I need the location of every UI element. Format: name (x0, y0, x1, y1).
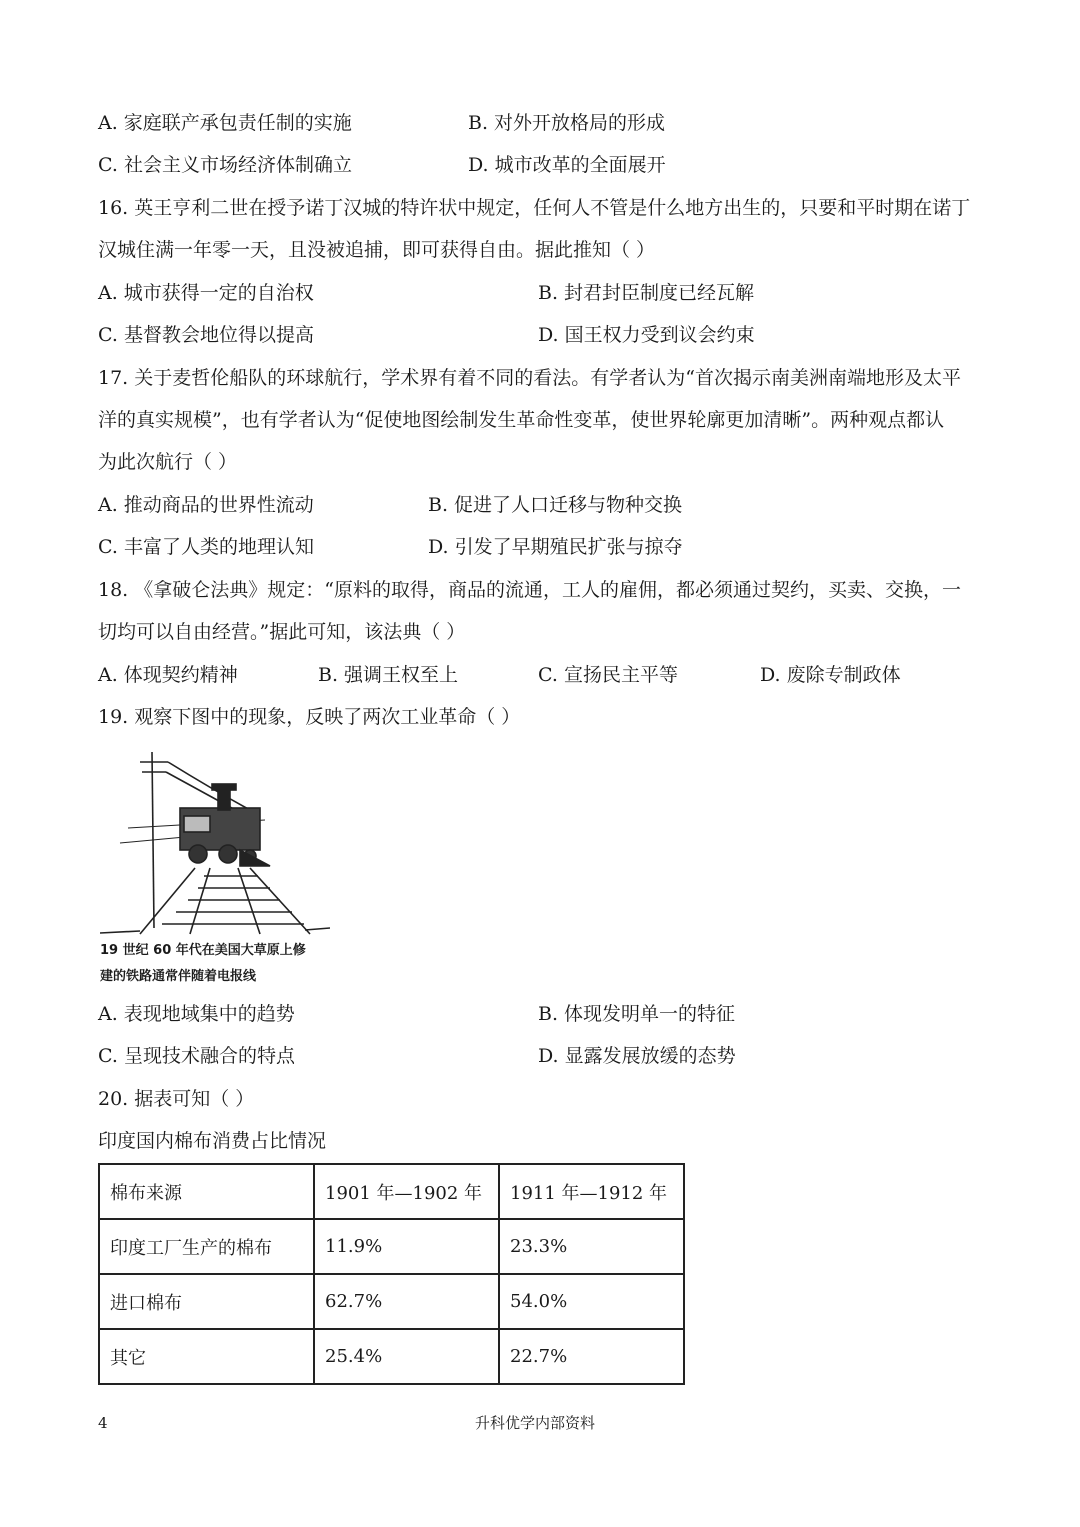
table-cell: 11.9% (314, 1219, 499, 1274)
caption-line-1: 19 世纪 60 年代在美国大草原上修 (100, 943, 306, 958)
q16-option-d: D. 国王权力受到议会约束 (538, 324, 755, 346)
page-number: 4 (98, 1414, 108, 1432)
q19-option-d: D. 显露发展放缓的态势 (538, 1045, 736, 1067)
q15-option-b: B. 对外开放格局的形成 (468, 112, 666, 134)
q16-option-b: B. 封君封臣制度已经瓦解 (538, 282, 755, 304)
table-cell: 其它 (99, 1329, 314, 1384)
q19-option-c: C. 呈现技术融合的特点 (98, 1045, 295, 1067)
table-header-cell: 棉布来源 (99, 1164, 314, 1219)
table-header-cell: 1901 年—1902 年 (314, 1164, 499, 1219)
q16-option-a: A. 城市获得一定的自治权 (98, 282, 314, 304)
q19-option-b: B. 体现发明单一的特征 (538, 1003, 736, 1025)
q17-option-b: B. 促进了人口迁移与物种交换 (428, 494, 683, 516)
q18-stem-line2: 切均可以自由经营。”据此可知，该法典（ ） (98, 621, 466, 643)
q15-option-d: D. 城市改革的全面展开 (468, 154, 666, 176)
table-header-cell: 1911 年—1912 年 (499, 1164, 684, 1219)
q16-option-c: C. 基督教会地位得以提高 (98, 324, 314, 346)
q19-option-a: A. 表现地域集中的趋势 (98, 1003, 295, 1025)
table-cell: 印度工厂生产的棉布 (99, 1219, 314, 1274)
table-cell: 62.7% (314, 1274, 499, 1329)
q18-stem-line1: 18. 《拿破仑法典》规定：“原料的取得，商品的流通，工人的雇佣，都必须通过契约，买卖、交换，一 (98, 579, 961, 601)
caption-line-2: 建的铁路通常伴随着电报线 (100, 969, 257, 984)
q17-option-d: D. 引发了早期殖民扩张与掠夺 (428, 536, 683, 558)
table-row (99, 1219, 684, 1274)
table-title: 印度国内棉布消费占比情况 (98, 1130, 327, 1152)
figure-caption (100, 938, 306, 990)
table-row (99, 1274, 684, 1329)
q19-stem: 19. 观察下图中的现象，反映了两次工业革命（ ） (98, 706, 521, 728)
table-cell: 54.0% (499, 1274, 684, 1329)
q20-stem: 20. 据表可知（ ） (98, 1088, 255, 1110)
table-cell: 25.4% (314, 1329, 499, 1384)
q17-stem-line1: 17. 关于麦哲伦船队的环球航行，学术界有着不同的看法。有学者认为“首次揭示南美洲南端地形及太平 (98, 367, 961, 389)
q17-stem-line2: 洋的真实规模”，也有学者认为“促使地图绘制发生革命性变革，使世界轮廓更加清晰”。两种观点都认 (98, 409, 945, 431)
q15-option-a: A. 家庭联产承包责任制的实施 (98, 112, 352, 134)
q17-option-a: A. 推动商品的世界性流动 (98, 494, 314, 516)
q16-stem-line2: 汉城住满一年零一天，且没被追捕，即可获得自由。据此推知（ ） (98, 239, 656, 261)
q17-option-c: C. 丰富了人类的地理认知 (98, 536, 314, 558)
table-cell: 23.3% (499, 1219, 684, 1274)
q15-option-c: C. 社会主义市场经济体制确立 (98, 154, 352, 176)
q17-stem-line3: 为此次航行（ ） (98, 451, 238, 473)
q18-option-c: C. 宣扬民主平等 (538, 664, 678, 686)
table-header-row (99, 1164, 684, 1219)
table-cell: 22.7% (499, 1329, 684, 1384)
table-cell: 进口棉布 (99, 1274, 314, 1329)
q18-option-b: B. 强调王权至上 (318, 664, 459, 686)
table-row (99, 1329, 684, 1384)
q16-stem-line1: 16. 英王亨利二世在授予诺丁汉城的特许状中规定，任何人不管是什么地方出生的，只要和平时期在诺丁 (98, 197, 971, 219)
q18-option-a: A. 体现契约精神 (98, 664, 238, 686)
footer-watermark: 升科优学内部资料 (475, 1414, 596, 1432)
q18-option-d: D. 废除专制政体 (760, 664, 901, 686)
cotton-consumption-table (98, 1163, 685, 1385)
